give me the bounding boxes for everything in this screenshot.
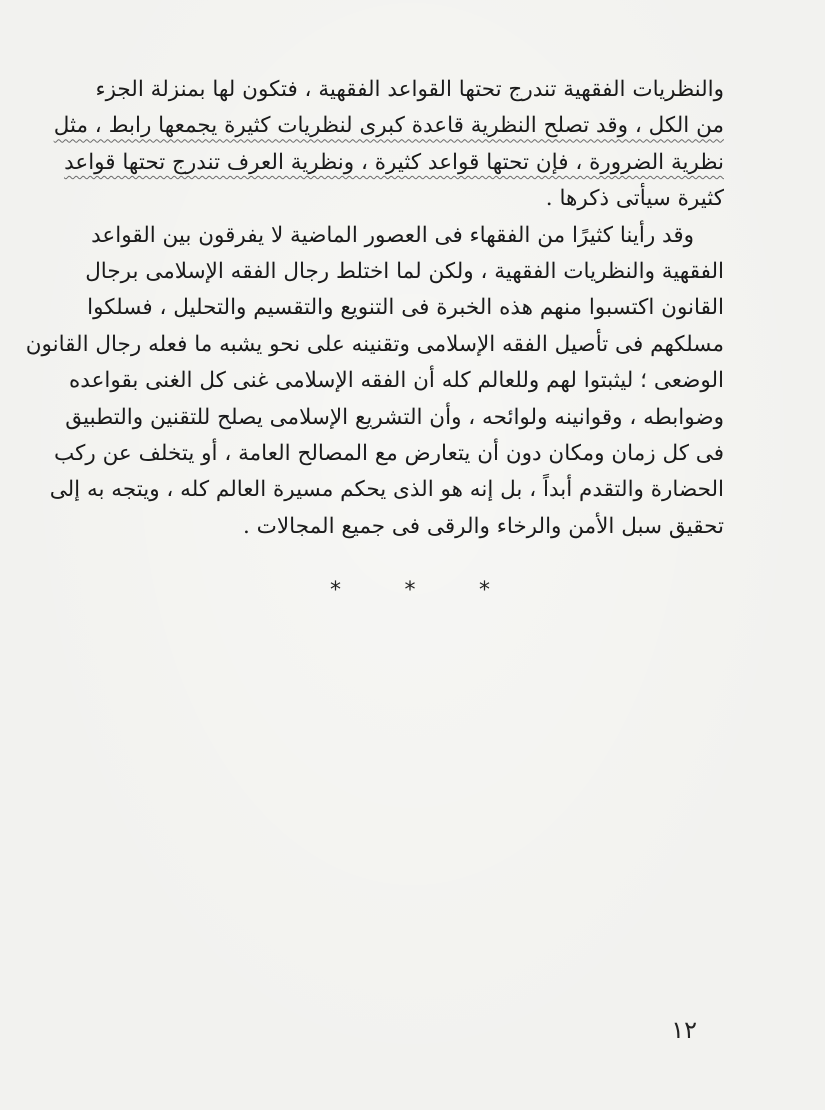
- paragraph: [53, 72, 724, 218]
- asterisk: *: [330, 578, 341, 603]
- text-line: الحضارة والتقدم أبداً ، بل إنه هو الذى يحكم مسيرة العالم كله ، ويتجه به إلى: [49, 477, 724, 503]
- page-number: ١٢: [671, 1016, 697, 1044]
- text-line: الوضعى ؛ ليثبتوا لهم وللعالم كله أن الفقه الإسلامى غنى كل الغنى بقواعده: [69, 368, 724, 394]
- text-line: فى كل زمان ومكان دون أن يتعارض مع المصالح العامة ، أو يتخلف عن ركب: [54, 440, 724, 466]
- text-line: تحقيق سبل الأمن والرخاء والرقى فى جميع المجالات .: [243, 513, 724, 539]
- text-line: الفقهية والنظريات الفقهية ، ولكن لما اختلط رجال الفقه الإسلامى برجال: [85, 258, 724, 284]
- text-line: والنظريات الفقهية تندرج تحتها القواعد الفقهية ، فتكون لها بمنزلة الجزء: [95, 77, 724, 102]
- asterisk: *: [479, 578, 490, 603]
- text-line: وضوابطه ، وقوانينه ولوائحه ، وأن التشريع الإسلامى يصلح للتقنين والتطبيق: [65, 404, 724, 430]
- text-line: وقد رأينا كثيرًا من الفقهاء فى العصور الماضية لا يفرقون بين القواعد: [91, 222, 694, 248]
- text-line: نظرية الضرورة ، فإن تحتها قواعد كثيرة ، ونظرية العرف تندرج تحتها قواعد: [64, 149, 724, 175]
- text-line: القانون اكتسبوا منهم هذه الخبرة فى التنويع والتقسيم والتحليل ، فسلكوا: [87, 295, 724, 321]
- section-separator: [330, 578, 490, 603]
- body-text: [25, 72, 724, 545]
- text-line: من الكل ، وقد تصلح النظرية قاعدة كبرى لنظريات كثيرة يجمعها رابط ، مثل: [53, 113, 724, 139]
- text-line: كثيرة سيأتى ذكرها .: [545, 186, 724, 212]
- asterisk: *: [404, 578, 416, 603]
- text-line: مسلكهم فى تأصيل الفقه الإسلامى وتقنينه على نحو يشبه ما فعله رجال القانون: [25, 331, 724, 357]
- paragraph: [25, 218, 724, 546]
